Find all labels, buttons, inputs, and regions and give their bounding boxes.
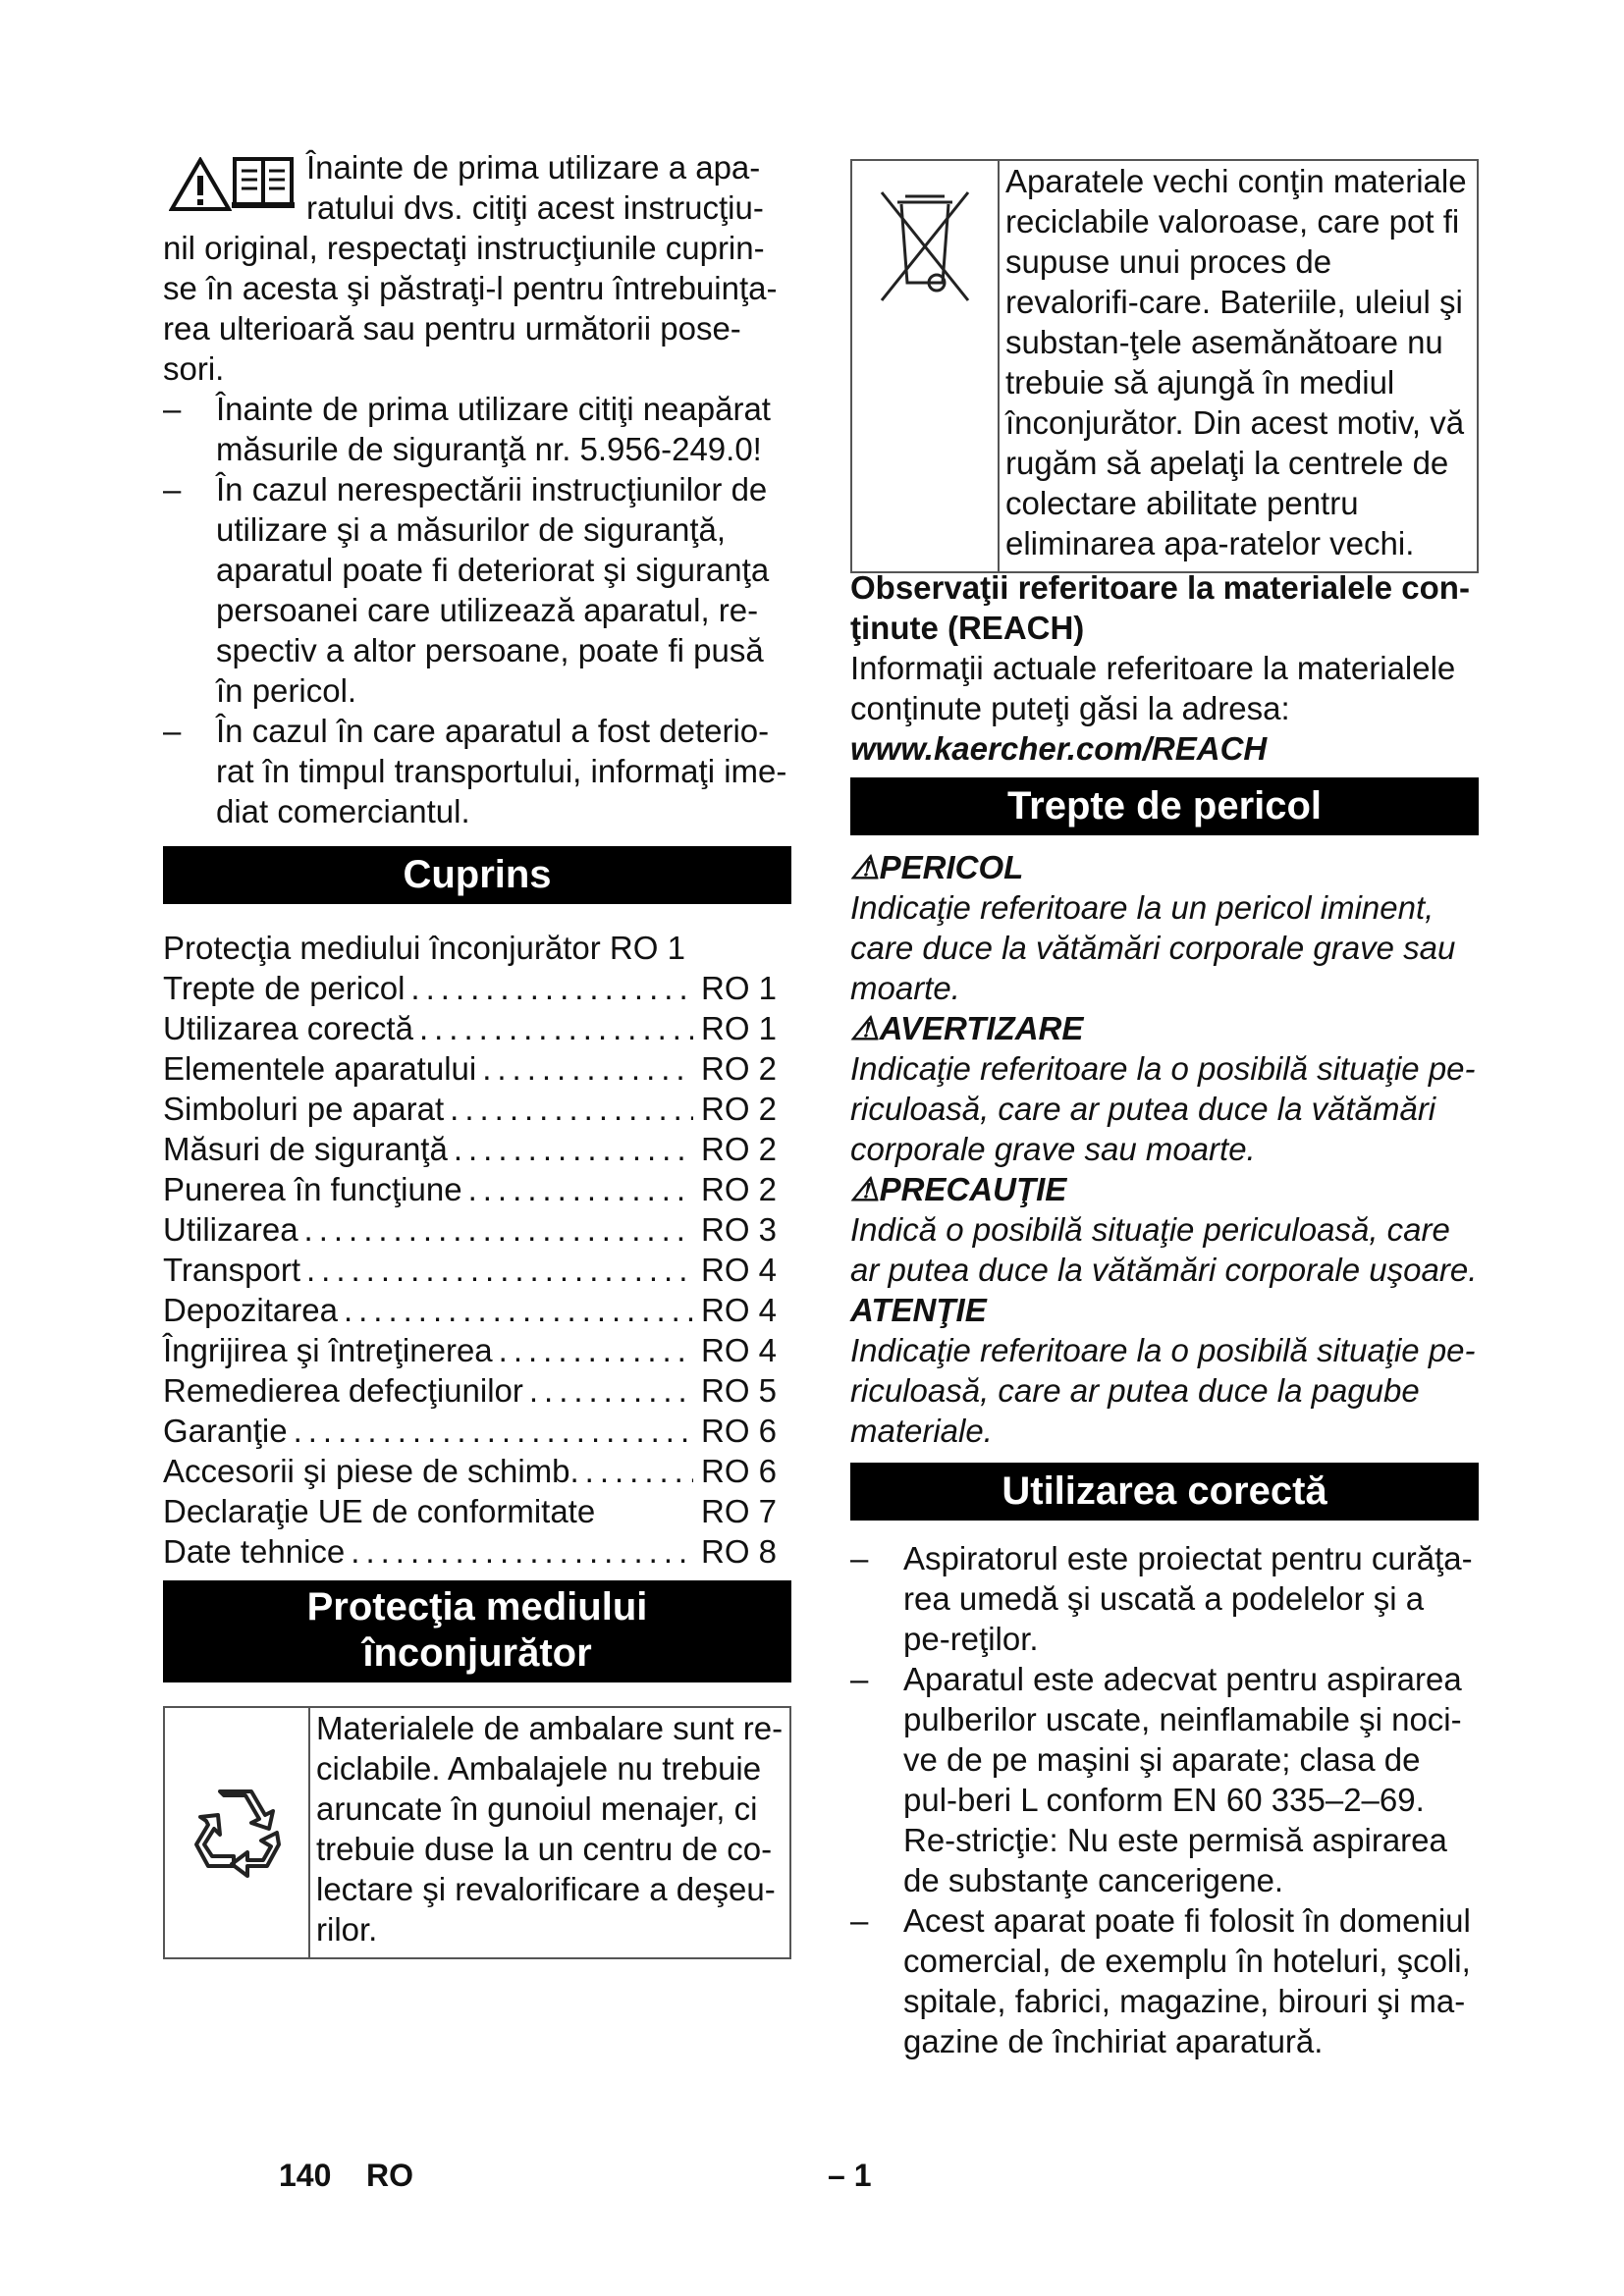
toc-entry: Măsuri de siguranţă ..... RO 2 [163,1129,791,1169]
warning-desc: Indicaţie referitoare la o posibilă situaţie pe-riculoasă, care ar putea duce la vătămări corporale grave sau moarte. [850,1050,1476,1167]
toc-entry: Utilizarea corectă ..... RO 1 [163,1008,791,1048]
page-number: 140 RO [279,2158,413,2193]
warning-triangle-icon: ⚠ [850,1171,880,1207]
reach-heading: Observaţii referitoare la materialele con-ţinute (REACH) [850,569,1470,646]
danger-label: ⚠PERICOL [850,849,1024,885]
toc-entry: Transport ..... RO 4 [163,1250,791,1290]
intro-bullet-list [163,389,791,831]
manual-book-icon [232,155,295,210]
toc-entry: Date tehnice ..... RO 8 [163,1531,791,1572]
disposal-box [850,159,1479,573]
utilizarea-bullet: – Aspiratorul este proiectat pentru curăţa-rea umedă şi uscată a podelelor şi a pe-reţilor. [850,1538,1479,1659]
attention-label: ATENŢIE [850,1292,987,1328]
cuprins-section [163,846,791,1572]
warning-manual-icons [163,147,306,216]
intro-bullet: – Înainte de prima utilizare citiţi neapărat măsurile de siguranţă nr. 5.956-249.0! [163,389,791,469]
caution-desc: Indică o posibilă situaţie periculoasă, care ar putea duce la vătămări corporale uşoare. [850,1211,1478,1288]
toc-entry: Utilizarea ..... RO 3 [163,1209,791,1250]
utilizarea-bullet: – Aparatul este adecvat pentru aspirarea pulberilor uscate, neinflamabile şi noci-ve de pe maşini şi aparate; clasa de pul-beri L conform EN 60 335–2–69. Re-stricţie: Nu este permisă aspirarea de substanţe cancerigene. [850,1659,1479,1900]
caution-label: ⚠PRECAUŢIE [850,1171,1067,1207]
danger-desc: Indicaţie referitoare la un pericol iminent, care duce la vătămări corporale grave sau moarte. [850,889,1456,1006]
intro-bullet: – În cazul în care aparatul a fost deterio-rat în timpul transportului, informaţi ime-diat comerciantul. [163,711,791,831]
section-page-number: – 1 [828,2158,872,2193]
toc-entry: Elementele aparatului ..... RO 2 [163,1048,791,1089]
protectia-section [163,1580,791,1959]
toc-entry: Trepte de pericol ..... RO 1 [163,968,791,1008]
warning-triangle-icon [169,157,232,212]
toc-entry: Protecţia mediului înconjurător RO 1 [163,930,685,966]
toc-entry: Simboluri pe aparat ..... RO 2 [163,1089,791,1129]
intro-block [163,147,791,831]
intro-line-2: ratului dvs. citiţi acest instrucţiu- [306,189,764,226]
warning-label: ⚠AVERTIZARE [850,1010,1084,1046]
toc-entry: Depozitarea ..... RO 4 [163,1290,791,1330]
trepte-header: Trepte de pericol [850,777,1479,835]
utilizarea-bullet-list [850,1538,1479,2061]
intro-line-1: Înainte de prima utilizare a apa- [306,149,761,186]
cuprins-header: Cuprins [163,846,791,904]
toc-entry: Garanţie ..... RO 6 [163,1411,791,1451]
crossed-out-bin-icon [876,188,974,306]
reach-block [850,567,1479,769]
toc-entry: Remedierea defecţiunilor ..... RO 5 [163,1370,791,1411]
toc-entry: Îngrijirea şi întreţinerea ..... RO 4 [163,1330,791,1370]
utilizarea-section [850,1463,1479,2061]
trepte-section [850,777,1479,1451]
toc-entry: Accesorii şi piese de schimb. ..... RO 6 [163,1451,791,1491]
table-of-contents [163,928,791,1572]
toc-entry: Punerea în funcţiune ..... RO 2 [163,1169,791,1209]
language-code: RO [365,2158,413,2193]
reach-text: Informaţii actuale referitoare la materialele conţinute puteţi găsi la adresa: [850,650,1456,726]
recycling-box [163,1706,791,1959]
reach-link[interactable]: www.kaercher.com/REACH [850,730,1268,767]
utilizarea-header: Utilizarea corectă [850,1463,1479,1521]
utilizarea-bullet: – Acest aparat poate fi folosit în domeniul comercial, de exemplu în hoteluri, şcoli, spitale, fabrici, magazine, birouri şi ma-gazine de închiriat aparatură. [850,1900,1479,2061]
protectia-header: Protecţia mediului înconjurător [163,1580,791,1682]
warning-triangle-icon: ⚠ [850,1010,880,1046]
toc-entry: Declaraţie UE de conformitate RO 7 [163,1493,778,1529]
disposal-text: Aparatele vechi conţin materiale reciclabile valoroase, care pot fi supuse unui proces de revalorifi-care. Bateriile, uleiul şi substan-ţele asemănătoare nu trebuie să ajungă în mediul înconjurător. Din acest motiv, vă rugăm să apelaţi la centrele de colectare abilitate pentru eliminarea apa-ratelor vechi. [1005,163,1467,561]
intro-bullet: – În cazul nerespectării instrucţiunilor de utilizare şi a măsurilor de siguranţă, aparatul poate fi deteriorat şi siguranţa persoanei care utilizează aparatul, re-spectiv a altor persoane, poate fi pusă în pericol. [163,469,791,711]
recycling-text: Materialele de ambalare sunt re-ciclabile. Ambalajele nu trebuie aruncate în gunoiul menajer, ci trebuie duse la un centru de co-lectare şi revalorificare a deşeu-rilor. [316,1710,784,1948]
recycle-icon [183,1784,291,1882]
warning-triangle-icon: ⚠ [850,849,880,885]
attention-desc: Indicaţie referitoare la o posibilă situaţie pe-riculoasă, care ar putea duce la pagube materiale. [850,1332,1476,1449]
intro-text: nil original, respectaţi instrucţiunile cuprin-se în acesta şi păstraţi-l pentru întrebuinţa-rea ulterioară sau pentru următorii pose-sori. [163,230,778,387]
